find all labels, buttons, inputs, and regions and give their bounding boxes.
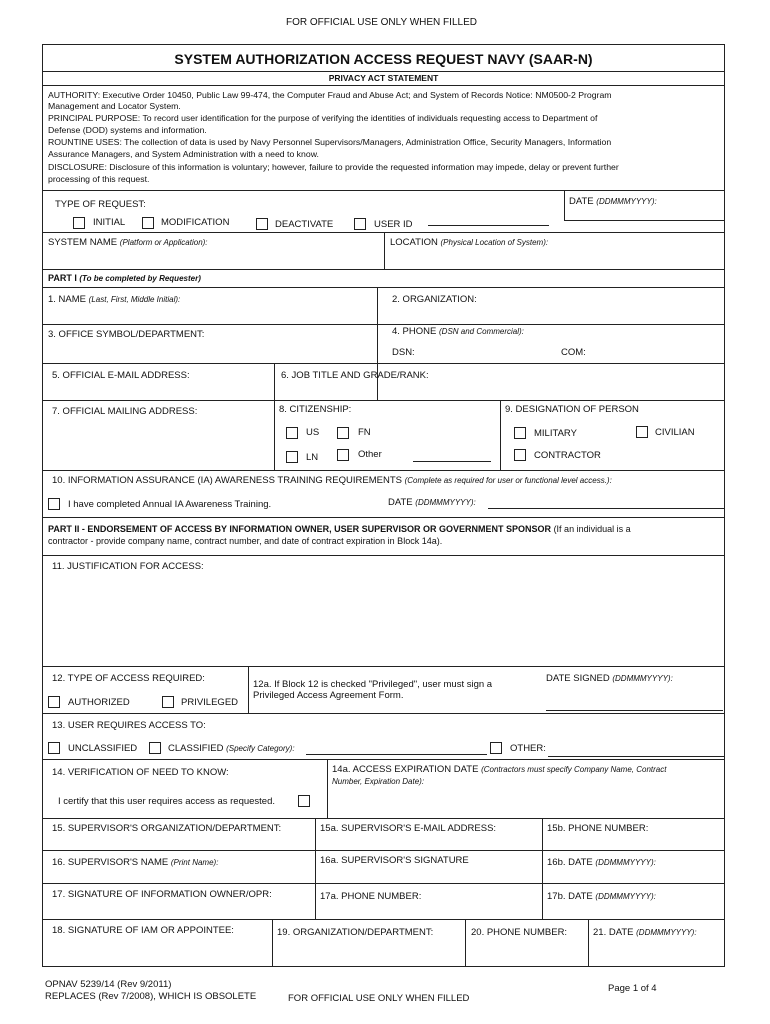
ia-date-field[interactable] [488, 508, 724, 509]
date-signed-field[interactable] [546, 710, 723, 711]
iam-signature-label: 18. SIGNATURE OF IAM OR APPOINTEE: [52, 925, 234, 936]
other-checkbox[interactable] [337, 449, 349, 461]
organization-label: 2. ORGANIZATION: [392, 294, 477, 305]
name-label: 1. NAME (Last, First, Middle Initial): [48, 294, 181, 305]
civilian-checkbox[interactable] [636, 426, 648, 438]
email-label: 5. OFFICIAL E-MAIL ADDRESS: [52, 370, 190, 381]
us-checkbox[interactable] [286, 427, 298, 439]
initial-checkbox[interactable] [73, 217, 85, 229]
ln-checkbox[interactable] [286, 451, 298, 463]
modification-label: MODIFICATION [161, 217, 230, 228]
authorized-label: AUTHORIZED [68, 697, 130, 708]
deactivate-label: DEACTIVATE [275, 219, 334, 230]
user-id-field[interactable] [428, 225, 549, 226]
privileged-checkbox[interactable] [162, 696, 174, 708]
mailing-address-label: 7. OFFICIAL MAILING ADDRESS: [52, 406, 198, 417]
user-id-checkbox[interactable] [354, 218, 366, 230]
form-id: OPNAV 5239/14 (Rev 9/2011) [45, 979, 172, 990]
other-citizenship-field[interactable] [413, 461, 491, 462]
certify-checkbox[interactable] [298, 795, 310, 807]
request-date-label: DATE (DDMMMYYYY): [569, 196, 657, 207]
certify-label: I certify that this user requires access as requested. [58, 796, 276, 807]
bottom-security-note: FOR OFFICIAL USE ONLY WHEN FILLED [288, 993, 470, 1004]
other-access-label: OTHER: [510, 743, 546, 754]
other-access-field[interactable] [548, 756, 724, 757]
form-title: SYSTEM AUTHORIZATION ACCESS REQUEST NAVY (SAAR-N) [174, 51, 593, 67]
dsn-label: DSN: [392, 347, 415, 358]
type-of-request-label: TYPE OF REQUEST: [55, 199, 146, 210]
privileged-label: PRIVILEGED [181, 697, 239, 708]
phone-17a-label: 17a. PHONE NUMBER: [320, 891, 422, 902]
date-signed-label: DATE SIGNED (DDMMMYYYY): [546, 673, 673, 684]
office-symbol-label: 3. OFFICE SYMBOL/DEPARTMENT: [48, 329, 205, 340]
part2-heading: PART II - ENDORSEMENT OF ACCESS BY INFORMATION OWNER, USER SUPERVISOR OR GOVERNMENT SPONSOR (If an individual is a [48, 524, 631, 534]
requires-access-label: 13. USER REQUIRES ACCESS TO: [52, 720, 206, 731]
privacy-line: PRINCIPAL PURPOSE: To record user identification for the purpose of verifying the identities of individuals requesting access to Department of [48, 113, 598, 123]
supervisor-phone-label: 15b. PHONE NUMBER: [547, 823, 649, 834]
date-17b-label: 17b. DATE (DDMMMYYYY): [547, 891, 656, 902]
classified-category-field[interactable] [306, 754, 487, 755]
privacy-line: Management and Locator System. [48, 101, 181, 111]
replaces-note: REPLACES (Rev 7/2008), WHICH IS OBSOLETE [45, 991, 257, 1002]
supervisor-signature-label: 16a. SUPERVISOR'S SIGNATURE [320, 855, 469, 866]
justification-label: 11. JUSTIFICATION FOR ACCESS: [52, 561, 204, 572]
ia-training-label: 10. INFORMATION ASSURANCE (IA) AWARENESS TRAINING REQUIREMENTS (Complete as required for user or functional level access.): [52, 475, 612, 486]
privacy-line: ROUNTINE USES: The collection of data is used by Navy Personnel Supervisors/Managers, Administration Office, Security Managers, Information [48, 137, 612, 147]
com-label: COM: [561, 347, 586, 358]
date-21-label: 21. DATE (DDMMMYYYY): [593, 927, 697, 938]
supervisor-name-label: 16. SUPERVISOR'S NAME (Print Name): [52, 857, 219, 868]
owner-signature-label: 17. SIGNATURE OF INFORMATION OWNER/OPR: [52, 889, 272, 900]
other-access-checkbox[interactable] [490, 742, 502, 754]
note-12a-line2: Privileged Access Agreement Form. [253, 690, 404, 701]
contractor-checkbox[interactable] [514, 449, 526, 461]
military-label: MILITARY [534, 428, 577, 439]
unclassified-label: UNCLASSIFIED [68, 743, 138, 754]
part2-heading-line2: contractor - provide company name, contract number, and date of contract expiration in Block 14a). [48, 536, 443, 546]
phone-label: 4. PHONE (DSN and Commercial): [392, 326, 524, 337]
page-number: Page 1 of 4 [608, 983, 657, 994]
authorized-checkbox[interactable] [48, 696, 60, 708]
system-name-label: SYSTEM NAME (Platform or Application): [48, 237, 208, 248]
privacy-line: Defense (DOD) systems and information. [48, 125, 207, 135]
part1-heading: PART I (To be completed by Requester) [48, 273, 201, 283]
initial-label: INITIAL [93, 217, 126, 228]
modification-checkbox[interactable] [142, 217, 154, 229]
phone-20-label: 20. PHONE NUMBER: [471, 927, 568, 938]
classified-label: CLASSIFIED (Specify Category): [168, 743, 295, 754]
us-label: US [306, 427, 320, 438]
fn-label: FN [358, 427, 371, 438]
saar-form [42, 44, 725, 967]
contractor-label: CONTRACTOR [534, 450, 601, 461]
privacy-heading: PRIVACY ACT STATEMENT [328, 73, 439, 83]
note-12a-line1: 12a. If Block 12 is checked "Privileged", user must sign a [253, 679, 493, 690]
unclassified-checkbox[interactable] [48, 742, 60, 754]
org-19-label: 19. ORGANIZATION/DEPARTMENT: [277, 927, 434, 938]
expiration-hint-line2: Number, Expiration Date): [332, 777, 425, 786]
verification-label: 14. VERIFICATION OF NEED TO KNOW: [52, 767, 229, 778]
designation-label: 9. DESIGNATION OF PERSON [505, 404, 639, 415]
supervisor-org-label: 15. SUPERVISOR'S ORGANIZATION/DEPARTMENT: [52, 823, 282, 834]
classified-checkbox[interactable] [149, 742, 161, 754]
civilian-label: CIVILIAN [655, 427, 695, 438]
privacy-line: DISCLOSURE: Disclosure of this information is voluntary; however, failure to provide the requested information may impede, delay or prevent further [48, 162, 619, 172]
deactivate-checkbox[interactable] [256, 218, 268, 230]
privacy-line: processing of this request. [48, 174, 150, 184]
citizenship-label: 8. CITIZENSHIP: [279, 404, 352, 415]
ia-date-label: DATE (DDMMMYYYY): [388, 497, 476, 508]
date-16b-label: 16b. DATE (DDMMMYYYY): [547, 857, 656, 868]
location-label: LOCATION (Physical Location of System): [390, 237, 549, 248]
top-security-note: FOR OFFICIAL USE ONLY WHEN FILLED [286, 17, 477, 28]
ia-completed-checkbox[interactable] [48, 498, 60, 510]
job-title-label: 6. JOB TITLE AND GRADE/RANK: [281, 370, 429, 381]
other-label: Other [358, 449, 382, 460]
military-checkbox[interactable] [514, 427, 526, 439]
ia-completed-label: I have completed Annual IA Awareness Training. [68, 499, 272, 510]
user-id-label: USER ID [374, 219, 413, 230]
ln-label: LN [306, 452, 319, 463]
access-type-label: 12. TYPE OF ACCESS REQUIRED: [52, 673, 205, 684]
supervisor-email-label: 15a. SUPERVISOR'S E-MAIL ADDRESS: [320, 823, 497, 834]
fn-checkbox[interactable] [337, 427, 349, 439]
privacy-line: Assurance Managers, and System Administration with a need to know. [48, 149, 319, 159]
privacy-line: AUTHORITY: Executive Order 10450, Public Law 99-474, the Computer Fraud and Abuse Act; and System of Records Notice: NM0500-2 Program [48, 90, 612, 100]
expiration-label: 14a. ACCESS EXPIRATION DATE (Contractors must specify Company Name, Contract [332, 764, 667, 775]
